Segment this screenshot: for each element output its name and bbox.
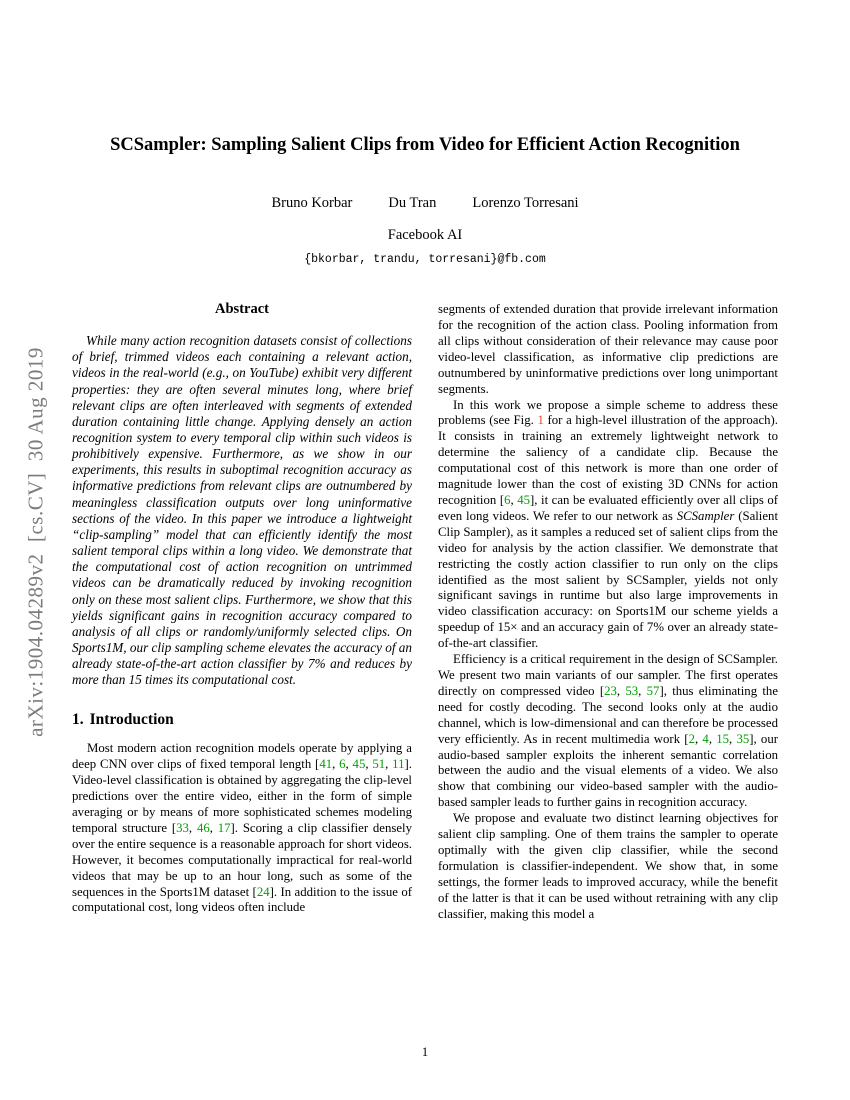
- citation-link[interactable]: 4: [702, 731, 709, 746]
- body-text: ], it can be evaluated efficiently over all clips of even long videos. We refer to our network as: [438, 493, 778, 523]
- citation-link[interactable]: 53: [625, 683, 639, 698]
- citation-link[interactable]: 51: [372, 757, 386, 772]
- author-emails: {bkorbar, trandu, torresani}@fb.com: [304, 253, 546, 267]
- body-text: In this work we propose a simple scheme to address these problems (see Fig.: [438, 397, 778, 428]
- paragraph: [438, 398, 778, 653]
- citation-link[interactable]: 17: [217, 820, 231, 835]
- body-text: ,: [510, 493, 518, 507]
- body-text: ,: [694, 731, 703, 746]
- citation-link[interactable]: 6: [504, 493, 511, 507]
- paper-header: [0, 0, 850, 266]
- body-text: ,: [365, 757, 373, 772]
- column-right: [438, 302, 778, 922]
- section-title: Introduction: [89, 711, 174, 729]
- arxiv-watermark: arXiv:1904.04289v2 [cs.CV] 30 Aug 2019: [23, 347, 48, 737]
- body-text: ,: [345, 757, 353, 772]
- affiliation: Facebook AI: [387, 227, 463, 244]
- paragraph: [438, 811, 778, 922]
- citation-link[interactable]: 57: [646, 683, 660, 698]
- body-text: ,: [188, 820, 197, 835]
- body-text: for a high-level illustration of the approach). It consists in training an extremely lightweight network to determine the saliency of a candidate clip. Because the computational cost of this network is more than one order of magnitude lower than the cost of existing 3D CNNs for action recognition [: [438, 413, 778, 507]
- body-text: Most modern action recognition models operate by applying a deep CNN over clips of fixed temporal length [: [72, 741, 412, 772]
- body-text: ,: [616, 683, 626, 698]
- abstract-heading: Abstract: [215, 301, 269, 318]
- body-text: (Salient Clip Sampler), as it samples a reduced set of salient clips from the video for analysis by the action classifier. We demonstrate that restricting the costly action classifier to run only on the clips identified as the most salient by SCSampler, yields not only significant savings in runtime but also large improvements in video classification accuracy: on Sports1M our scheme yields a speedup of 15× and an accuracy gain of 7% over an already state-of-the-art classifier.: [438, 508, 778, 651]
- body-text: segments of extended duration that provide irrelevant information for the recognition of the action class. Pooling information from all clips without consideration of their relevance may cause poor video-level classification, as informative clip predictions are outnumbered by uninformative predictions over long unimportant segments.: [438, 302, 778, 396]
- citation-link[interactable]: 45: [517, 493, 531, 507]
- paragraph: [72, 741, 412, 916]
- citation-link[interactable]: 11: [392, 757, 405, 772]
- body-text: ,: [729, 731, 737, 746]
- author-name: Lorenzo Torresani: [472, 195, 579, 212]
- right-paragraphs: [438, 302, 778, 922]
- abstract-text: While many action recognition datasets consist of collections of brief, trimmed videos each containing a relevant action, videos in the real-world (e.g., on YouTube) exhibit very different properties: they are often several minutes long, where brief relevant clips are often interleaved with segments of extended duration containing little change. Applying densely an action recognition system to every temporal clip within such videos is prohibitively expensive. Furthermore, as we show in our experiments, this results in suboptimal recognition accuracy as informative predictions from relevant clips are outnumbered by meaningless classification outputs over long uninformative sections of the video. In this paper we introduce a lightweight “clip-sampling” model that can efficiently identify the most salient temporal clips within a long video. We demonstrate that the computational cost of action recognition on untrimmed videos can be dramatically reduced by invoking recognition only on these most salient clips. Furthermore, we show that this yields significant gains in recognition accuracy compared to analysis of all clips or randomly/uniformly selected clips. On Sports1M, our clip sampling scheme elevates the accuracy of an already state-of-the-art action classifier by 7% and reduces by more than 15 times its computational cost.: [72, 333, 412, 688]
- paper-title: SCSampler: Sampling Salient Clips from Video for Efficient Action Recognition: [110, 135, 740, 155]
- citation-link[interactable]: 15: [716, 731, 730, 746]
- two-column-body: [0, 302, 850, 922]
- body-text: ], thus eliminating the need for costly decoding. The second looks only at the audio channel, which is low-dimensional and can therefore be processed very efficiently. As in recent multimedia work [: [438, 683, 778, 746]
- citation-link[interactable]: 23: [604, 683, 617, 698]
- body-text: ,: [708, 731, 717, 746]
- figure-link[interactable]: 1: [537, 413, 544, 428]
- body-text: ,: [209, 820, 218, 835]
- body-text: Efficiency is a critical requirement in the design of SCSampler. We present two main variants of our sampler. The first operates directly on compressed video [: [438, 652, 778, 698]
- body-text: ]. Video-level classification is obtained by aggregating the clip-level predictions over the entire video, either in the form of simple averaging or by means of more sophisticated schemes modeling temporal structure [: [72, 757, 412, 835]
- emphasized-text: SCSampler: [676, 508, 735, 523]
- section-heading-introduction: [72, 712, 412, 728]
- citation-link[interactable]: 46: [196, 820, 210, 835]
- section-number: 1.: [72, 711, 84, 729]
- body-text: ,: [638, 683, 647, 698]
- author-name: Du Tran: [388, 195, 437, 212]
- body-text: ,: [332, 757, 340, 772]
- body-text: We propose and evaluate two distinct learning objectives for salient clip sampling. One of them trains the sampler to operate optimally with the given clip classifier, while the second formulation is classifier-independent. We show that, in some settings, the former leads to improved accuracy, while the benefit of the latter is that it can be used without retraining with any clip classifier, making this model a: [438, 811, 778, 921]
- body-text: ]. In addition to the issue of computational cost, long videos often include: [72, 884, 412, 915]
- column-left: [72, 302, 412, 922]
- citation-link[interactable]: 41: [319, 757, 333, 772]
- body-text: ,: [385, 757, 393, 772]
- citation-link[interactable]: 2: [688, 731, 695, 746]
- page-number: 1: [421, 1045, 429, 1059]
- citation-link[interactable]: 6: [339, 757, 346, 772]
- body-text: ]. Scoring a clip classifier densely over the entire sequence is a reasonable approach for short videos. However, it becomes computationally impractical for real-world videos that may be up to an hour long, such as some of the sequences in the Sports1M dataset [: [72, 820, 412, 899]
- paragraph: [438, 302, 778, 397]
- intro-paragraphs: [72, 741, 412, 916]
- body-text: ], our audio-based sampler exploits the inherent semantic correlation between the audio and the visual elements of a video. We also show that combining our video-based sampler with the audio-based sampler leads to further gains in recognition accuracy.: [438, 731, 778, 810]
- citation-link[interactable]: 45: [352, 757, 366, 772]
- paragraph: [438, 652, 778, 811]
- author-name: Bruno Korbar: [271, 195, 353, 212]
- author-list: [0, 195, 850, 212]
- citation-link[interactable]: 35: [736, 731, 750, 746]
- citation-link[interactable]: 33: [176, 820, 189, 835]
- citation-link[interactable]: 24: [256, 884, 270, 899]
